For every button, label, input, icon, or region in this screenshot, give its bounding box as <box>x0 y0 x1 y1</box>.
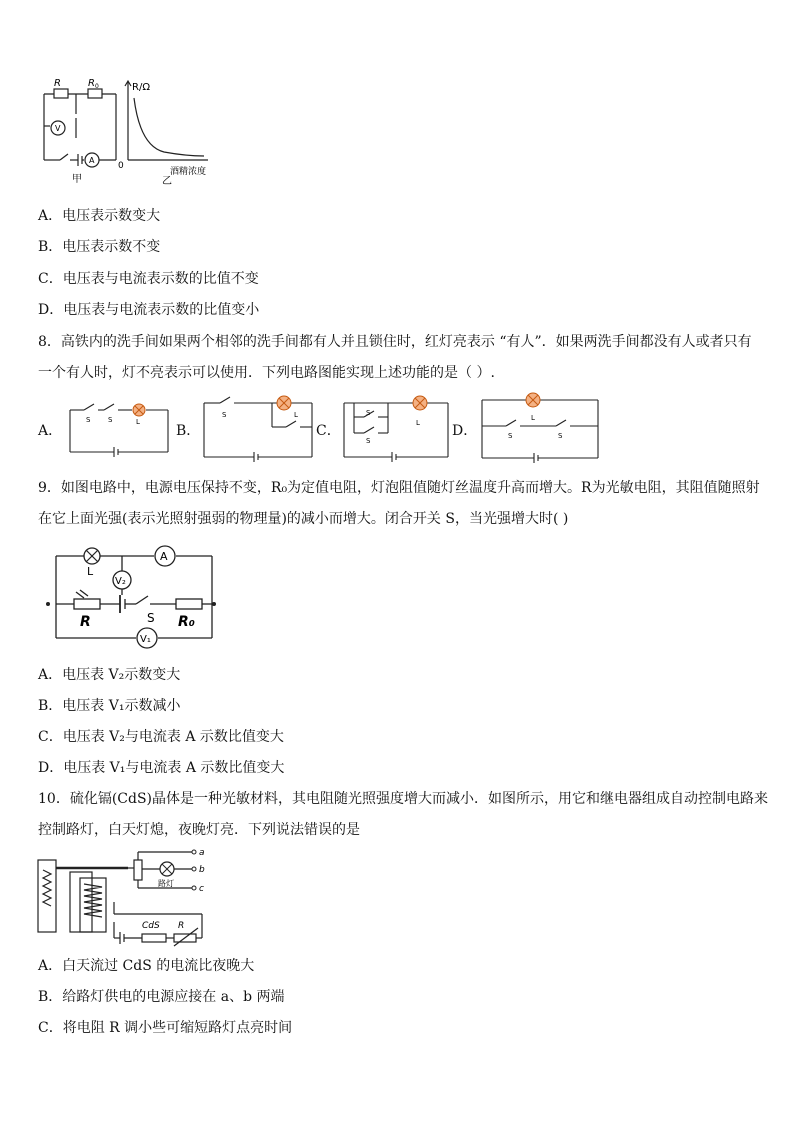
rheostat-label: R <box>178 921 185 931</box>
q7-figure <box>36 76 226 186</box>
lamp-label: L <box>416 419 420 427</box>
origin-label: 0 <box>118 161 124 171</box>
q8-option-d-circuit <box>478 390 602 466</box>
caption-yi: 乙 <box>162 176 172 186</box>
q9-stem-line1: 9．如图电路中，电源电压保持不变，R₀为定值电阻，灯泡阻值随灯丝温度升高而增大。R为光敏电阻，其阻值随照射 <box>38 480 760 496</box>
q10-stem-line2: 控制路灯，白天灯熄，夜晚灯亮．下列说法错误的是 <box>38 822 360 838</box>
lamp-icon <box>413 396 427 410</box>
lamp-label: L <box>531 414 535 422</box>
q8-option-d-letter: D． <box>452 423 478 439</box>
q8-stem-line2: 一个有人时，灯不亮表示可以使用．下列电路图能实现上述功能的是（ ）. <box>38 365 495 381</box>
x-axis-label: 酒精浓度 <box>170 167 207 177</box>
q10-option-c: C．将电阻 R 调小些可缩短路灯点亮时间 <box>38 1020 293 1036</box>
q8-option-c-letter: C． <box>316 423 341 439</box>
street-lamp-label: 路灯 <box>158 879 174 888</box>
lamp-icon <box>277 396 291 410</box>
q8-stem-line1: 8．高铁内的洗手间如果两个相邻的洗手间都有人并且锁住时，红灯亮表示 “有人”．如果两洗手间都没有人或者只有 <box>38 334 752 350</box>
switch-s2-label: S <box>108 416 113 424</box>
q9-option-d: D．电压表 V₁与电流表 A 示数比值变大 <box>38 760 285 776</box>
q9-stem-line2: 在它上面光强(表示光照射强弱的物理量)的减小而增大。闭合开关 S，当光强增大时( ) <box>38 511 569 527</box>
q7-option-c: C．电压表与电流表示数的比值不变 <box>38 271 259 287</box>
street-lamp-icon <box>160 862 174 876</box>
resistor-r0-label: R₀ <box>178 614 195 630</box>
q7-option-d: D．电压表与电流表示数的比值变小 <box>38 302 260 318</box>
q10-option-a: A．白天流过 CdS 的电流比夜晚大 <box>38 958 255 974</box>
lamp-icon <box>133 404 145 416</box>
q8-option-c-circuit <box>340 393 452 465</box>
resistor-r0-subscript: 0 <box>95 83 99 90</box>
q8-option-b-letter: B． <box>176 423 201 439</box>
ammeter-label: A <box>89 156 95 165</box>
photoresistor-label: R <box>80 614 91 630</box>
switch-s2-label: S <box>558 432 563 440</box>
cds-label: CdS <box>142 921 160 931</box>
q9-circuit-diagram <box>40 540 222 652</box>
q8-option-b-circuit <box>200 393 316 465</box>
terminal-b-label: b <box>199 865 205 875</box>
q7-option-a: A．电压表示数变大 <box>38 208 161 224</box>
switch-s1-label: S <box>508 432 513 440</box>
voltmeter-label: V <box>55 124 61 133</box>
terminal-c-label: c <box>199 884 204 894</box>
caption-jia: 甲 <box>72 174 82 185</box>
terminal-a-label: a <box>199 848 205 858</box>
resistor-r0-label: R <box>88 78 95 89</box>
q8-option-a-letter: A． <box>38 423 63 439</box>
q9-option-c: C．电压表 V₂与电流表 A 示数比值变大 <box>38 729 284 745</box>
q9-option-a: A．电压表 V₂示数变大 <box>38 667 181 683</box>
lamp-icon <box>526 393 540 407</box>
lamp-label: L <box>87 565 94 578</box>
voltmeter-v2-label: V₂ <box>115 576 126 587</box>
switch-s2-label: S <box>366 437 371 445</box>
switch-s1-label: S <box>86 416 91 424</box>
lamp-icon <box>84 548 100 564</box>
q10-stem-line1: 10．硫化镉(CdS)晶体是一种光敏材料，其电阻随光照强度增大而减小．如图所示，用它和继电器组成自动控制电路来 <box>38 791 768 807</box>
q10-option-b: B．给路灯供电的电源应接在 a、b 两端 <box>38 989 285 1005</box>
q8-option-a-circuit <box>64 400 174 462</box>
switch-label: S <box>147 611 155 625</box>
switch-s1-label: S <box>222 411 227 419</box>
q7-option-b: B．电压表示数不变 <box>38 239 161 255</box>
switch-s1-label: S <box>366 409 371 417</box>
lamp-label: L <box>294 411 298 419</box>
lamp-label: L <box>136 418 140 426</box>
resistor-r-label: R <box>54 78 61 89</box>
q9-option-b: B．电压表 V₁示数减小 <box>38 698 181 714</box>
voltmeter-v1-label: V₁ <box>140 634 151 645</box>
ammeter-label: A <box>160 550 168 563</box>
y-axis-label: R/Ω <box>132 82 150 93</box>
q10-relay-diagram <box>34 842 214 948</box>
